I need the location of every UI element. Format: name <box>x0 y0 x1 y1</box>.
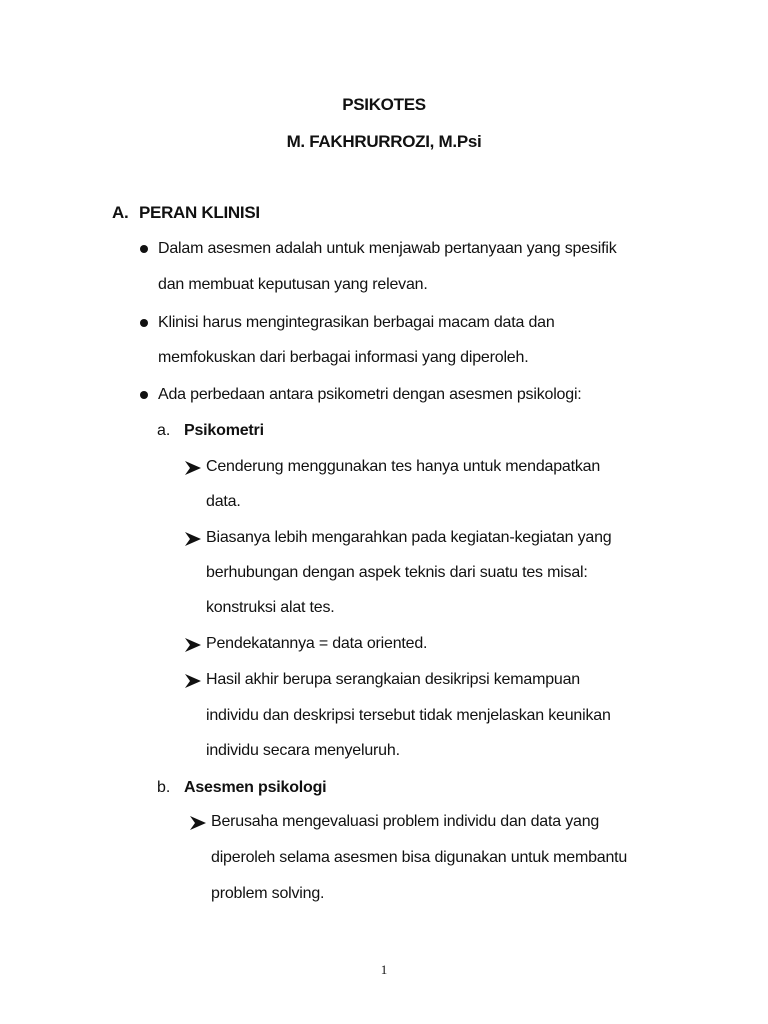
bullet-line: dan membuat keputusan yang relevan. <box>158 276 428 293</box>
point-line: data. <box>206 493 241 510</box>
section-letter: A. <box>112 203 129 222</box>
page-number: 1 <box>380 962 388 977</box>
document-author: M. FAKHRURROZI, M.Psi <box>286 132 482 151</box>
point-line: Hasil akhir berupa serangkaian desikripsi kemampuan <box>206 671 580 688</box>
arrowhead-bullet-icon <box>184 460 202 476</box>
document-title: PSIKOTES <box>342 95 426 114</box>
point-line: Berusaha mengevaluasi problem individu dan data yang <box>211 813 600 830</box>
point-line: problem solving. <box>211 885 325 902</box>
arrowhead-bullet-icon <box>184 531 202 547</box>
point-line: berhubungan dengan aspek teknis dari suatu tes misal: <box>206 564 588 581</box>
bullet-line: Klinisi harus mengintegrasikan berbagai macam data dan <box>158 314 555 331</box>
subsection-letter: a. <box>157 422 171 439</box>
subsection-heading: Psikometri <box>184 422 264 439</box>
arrowhead-bullet-icon <box>189 815 207 831</box>
point-line: individu dan deskripsi tersebut tidak menjelaskan keunikan <box>206 707 611 724</box>
bullet-dot-icon <box>140 319 148 327</box>
bullet-line: memfokuskan dari berbagai informasi yang diperoleh. <box>158 349 529 366</box>
section-title: PERAN KLINISI <box>139 203 260 222</box>
point-line: diperoleh selama asesmen bisa digunakan untuk membantu <box>211 849 628 866</box>
bullet-line: Dalam asesmen adalah untuk menjawab pertanyaan yang spesifik <box>158 240 617 257</box>
bullet-dot-icon <box>140 245 148 253</box>
section-heading <box>112 203 260 223</box>
point-line: Biasanya lebih mengarahkan pada kegiatan-kegiatan yang <box>206 529 612 546</box>
point-line: individu secara menyeluruh. <box>206 742 400 759</box>
subsection-heading: Asesmen psikologi <box>184 779 327 796</box>
arrowhead-bullet-icon <box>184 673 202 689</box>
point-line: Cenderung menggunakan tes hanya untuk mendapatkan <box>206 458 601 475</box>
bullet-dot-icon <box>140 391 148 399</box>
bullet-line: Ada perbedaan antara psikometri dengan asesmen psikologi: <box>158 386 582 403</box>
point-line: konstruksi alat tes. <box>206 599 335 616</box>
point-line: Pendekatannya = data oriented. <box>206 635 428 652</box>
arrowhead-bullet-icon <box>184 637 202 653</box>
subsection-letter: b. <box>157 779 171 796</box>
